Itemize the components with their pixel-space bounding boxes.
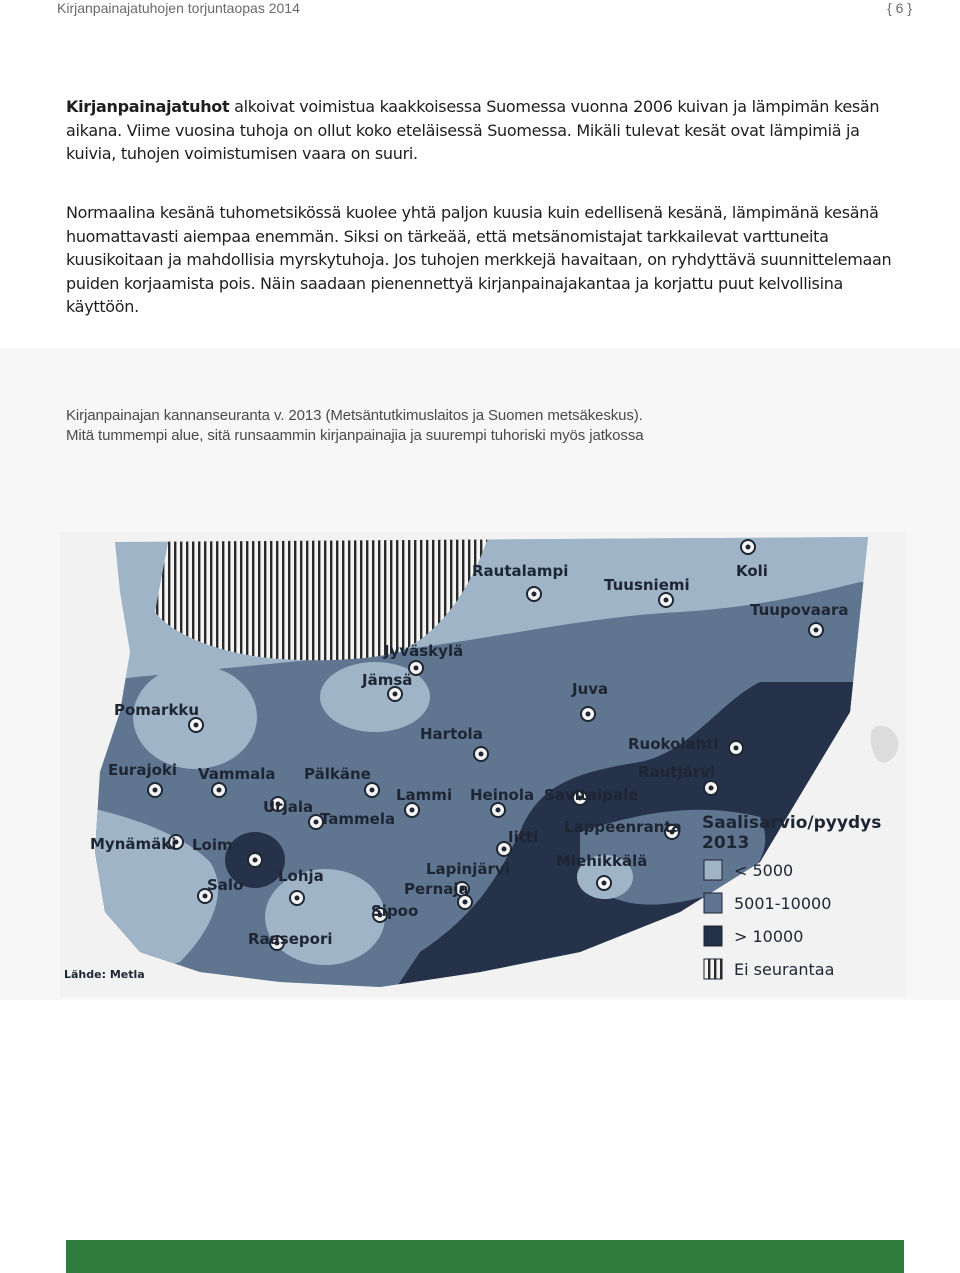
label-rautalampi: Rautalampi	[472, 562, 569, 580]
label-mynamaki: Mynämäki	[90, 835, 177, 853]
label-tuupovaara: Tuupovaara	[750, 601, 849, 619]
label-tuusniemi: Tuusniemi	[604, 576, 690, 594]
label-lammi: Lammi	[396, 786, 453, 804]
map-source: Lähde: Metla	[64, 968, 145, 981]
legend-swatch-low	[704, 860, 722, 880]
label-lohja: Lohja	[278, 867, 324, 885]
footer-band	[66, 1240, 904, 1273]
label-tammela: Tammela	[320, 810, 396, 828]
label-pomarkku: Pomarkku	[114, 701, 200, 719]
legend-label-high: > 10000	[734, 927, 804, 946]
label-eurajoki: Eurajoki	[108, 761, 178, 779]
label-heinola: Heinola	[470, 786, 535, 804]
label-lappeenranta: Lappeenranta	[564, 818, 682, 836]
label-urjala: Urjala	[263, 798, 314, 816]
label-miehikkala: Miehikkälä	[556, 852, 648, 870]
figure-caption-line2: Mitä tummempi alue, sitä runsaammin kirjanpainajia ja suurempi tuhoriski myös jatkossa	[66, 427, 644, 444]
page-number: { 6 }	[887, 0, 912, 16]
label-jamsa: Jämsä	[362, 671, 413, 689]
label-rautjarvi: Rautjärvi	[638, 763, 716, 781]
label-palkane: Pälkäne	[304, 765, 371, 783]
bark-beetle-map	[60, 532, 906, 997]
label-jyvaskyla: Jyväskylä	[384, 642, 464, 660]
legend-label-medium: 5001-10000	[734, 894, 832, 913]
label-loimaa: Loim	[192, 836, 233, 854]
header-title: Kirjanpainajatuhojen torjuntaopas 2014	[57, 0, 300, 16]
legend-swatch-medium	[704, 893, 722, 913]
label-vammala: Vammala	[198, 765, 276, 783]
label-savitaipale: Savitaipale	[544, 786, 639, 804]
label-lapinjarvi: Lapinjärvi	[426, 860, 510, 878]
label-hartola: Hartola	[420, 725, 483, 743]
legend-title: Saalisarvio/pyydys	[702, 813, 882, 833]
legend-label-low: < 5000	[734, 861, 794, 880]
intro-paragraph	[66, 95, 896, 166]
label-raasepori: Raasepori	[248, 930, 333, 948]
legend-swatch-high	[704, 926, 722, 946]
label-salo: Salo	[207, 876, 244, 894]
legend-swatch-unmonitored	[704, 959, 722, 979]
legend-year: 2013	[702, 833, 750, 853]
label-ruokolahti: Ruokolahti	[628, 735, 719, 753]
label-juva: Juva	[572, 680, 609, 698]
figure-caption-line1: Kirjanpainajan kannanseuranta v. 2013 (Metsäntutkimuslaitos ja Suomen metsäkeskus).	[66, 407, 643, 424]
body-paragraph: Normaalina kesänä tuhometsikössä kuolee yhtä paljon kuusia kuin edellisenä kesänä, lämpimänä kesänä huomattavasti aiempaa enemmän. Siksi on tärkeää, että metsänomistajat tarkkailevat varttuneita kuusikoitaan ja mahdollisia myrskytuhoja. Jos tuhojen merkkejä havaitaan, on ryhdyttävä suunnittelemaan puiden korjaamista pois. Näin saadaan pienennettyä kirjanpainajakantaa ja korjattu puut kelvollisina käyttöön.	[66, 203, 892, 316]
label-iitti: Iitti	[508, 828, 539, 846]
label-koli: Koli	[736, 562, 768, 580]
label-pernaja: Pernaja	[404, 880, 469, 898]
label-sipoo: Sipoo	[371, 902, 419, 920]
legend-label-unmonitored: Ei seurantaa	[734, 960, 835, 979]
intro-text: alkoivat voimistua kaakkoisessa Suomessa vuonna 2006 kuivan ja lämpimän kesän aikana. Viime vuosina tuhoja on ollut koko eteläisessä Suomessa. Mikäli tulevat kesät ovat lämpimiä ja kuivia, tuhojen voimistumisen vaara on suuri.	[66, 97, 880, 163]
intro-lead: Kirjanpainajatuhot	[66, 97, 230, 116]
